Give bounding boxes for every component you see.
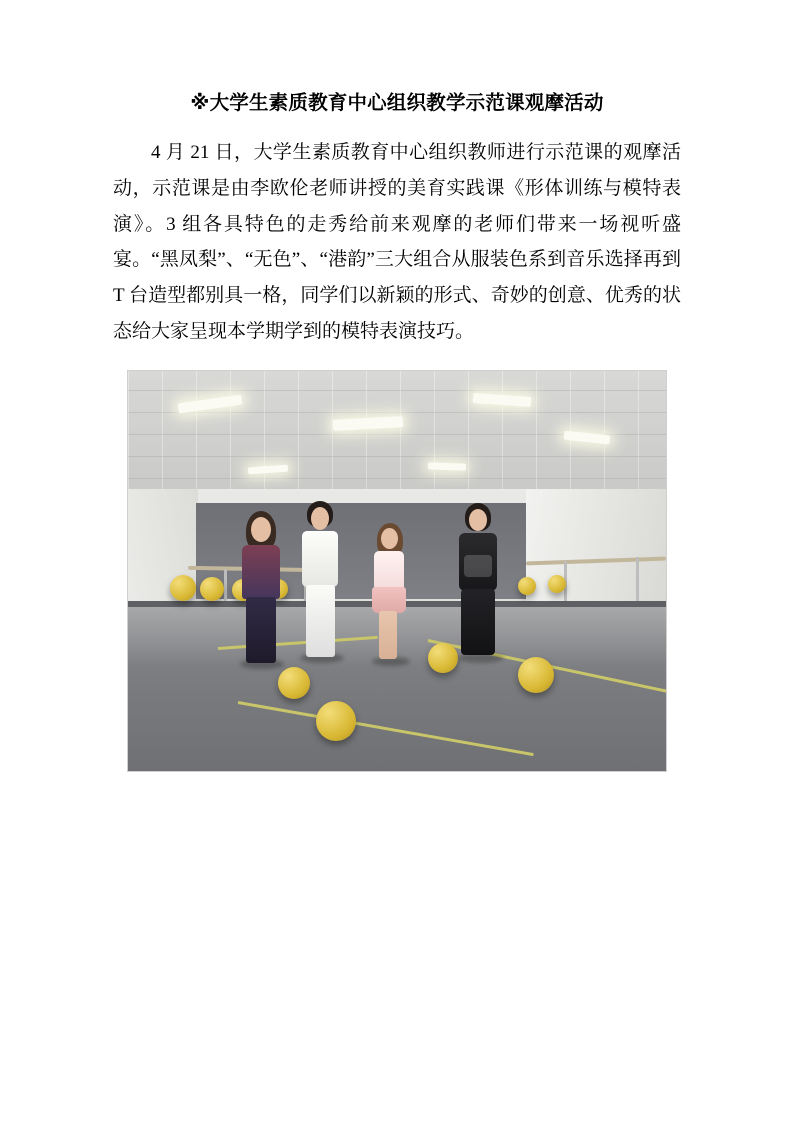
head xyxy=(311,507,329,530)
head xyxy=(469,509,487,531)
exercise-ball xyxy=(548,575,566,593)
torso xyxy=(242,545,280,599)
document-content xyxy=(113,88,681,772)
head xyxy=(381,528,398,549)
exercise-ball xyxy=(518,657,554,693)
figure-container xyxy=(113,370,681,772)
exercise-ball xyxy=(278,667,310,699)
exercise-ball xyxy=(170,575,196,601)
exercise-ball xyxy=(428,643,458,673)
legs xyxy=(306,585,335,657)
torso xyxy=(302,531,338,587)
exercise-ball xyxy=(200,577,224,601)
exercise-ball xyxy=(316,701,356,741)
dance-studio-photo xyxy=(127,370,667,772)
legs xyxy=(461,589,495,655)
head xyxy=(251,517,271,542)
barre-post xyxy=(224,569,227,603)
legs xyxy=(379,611,397,659)
page-title: ※大学生素质教育中心组织教学示范课观摩活动 xyxy=(190,91,604,114)
torso xyxy=(374,551,404,591)
body-paragraph: 4 月 21 日，大学生素质教育中心组织教师进行示范课的观摩活动，示范课是由李欧伦老师讲授的美育实践课《形体训练与模特表演》。3 组各具特色的走秀给前来观摩的老师们带来一场视听盛宴。“黑凤梨”、“无色”、“港韵”三大组合从服装色系到音乐选择再到 T 台造型都别具一格，同学们以新颖的形式、奇妙的创意、优秀的状态给大家呈现本学期学到的模特表演技巧。 xyxy=(113,142,681,342)
skirt xyxy=(372,587,406,613)
ceiling xyxy=(128,371,666,501)
ceiling-light xyxy=(428,462,466,470)
barre-post xyxy=(636,557,639,605)
garment-pattern xyxy=(464,555,492,577)
exercise-ball xyxy=(518,577,536,595)
legs xyxy=(246,597,276,663)
